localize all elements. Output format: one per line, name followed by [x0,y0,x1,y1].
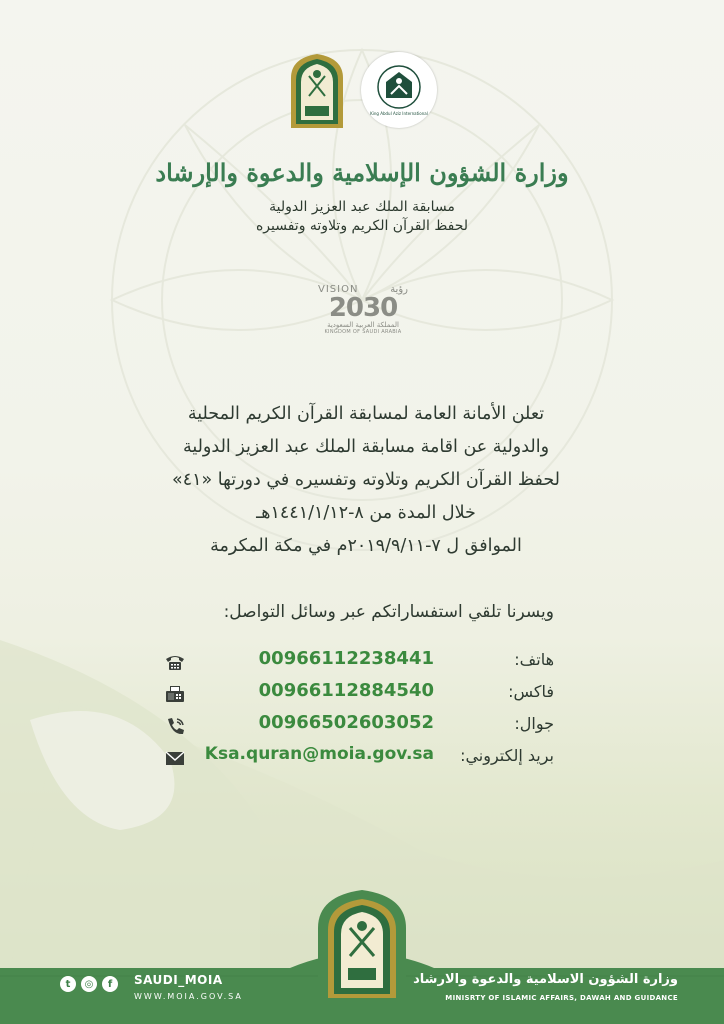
contact-intro: ويسرنا تلقي استفساراتكم عبر وسائل التواصل: [223,602,554,622]
phone-number[interactable]: 00966112238441 [258,648,434,669]
facebook-icon[interactable]: f [102,976,118,992]
vision-kingdom-en: KINGDOM OF SAUDI ARABIA [324,329,402,335]
footer-ministry-en: MINISRTY OF ISLAMIC AFFAIRS, DAWAH AND GUIDANCE [445,994,678,1002]
ministry-calligraphy: وزارة الشؤون الإسلامية والدعوة والإرشاد [155,158,569,187]
announcement-line-5: الموافق ل ٧-٢٠١٩/٩/١١م في مكة المكرمة [210,536,522,556]
moia-logo [287,52,347,130]
contact-label: هاتف: [514,650,554,669]
announcement-line-1: تعلن الأمانة العامة لمسابقة القرآن الكريم المحلية [187,404,545,424]
contact-row-mobile [164,712,554,742]
vision-year: 2030 [328,293,398,323]
footer-moia-emblem [316,888,408,1000]
competition-logo [361,52,437,128]
vision-label-ar: رؤية [390,284,408,295]
competition-logo-caption: King Abdul Aziz International [370,110,428,116]
instagram-icon[interactable]: ◎ [81,976,97,992]
mobile-number[interactable]: 00966502603052 [258,712,434,733]
contact-label: جوال: [514,714,554,733]
contact-row-phone [164,648,554,678]
announcement-line-3: لحفظ القرآن الكريم وتلاوته وتفسيره في دورتها «٤١» [172,470,560,490]
website-link[interactable]: WWW.MOIA.GOV.SA [134,992,243,1001]
vision-label-en: VISION [318,284,359,295]
competition-name [0,198,724,236]
phone-icon [164,652,186,672]
mail-icon [164,748,186,768]
header-logos [0,52,724,130]
quran-stand-icon [376,64,422,110]
social-handle[interactable]: SAUDI_MOIA [134,973,223,987]
announcement-line-4: خلال المدة من ٨-١٤٤١/١/١٢هـ [256,503,476,523]
vision-2030-logo [318,284,408,344]
email-address[interactable]: Ksa.quran@moia.gov.sa [204,744,434,764]
twitter-icon[interactable]: t [60,976,76,992]
fax-number[interactable]: 00966112884540 [258,680,434,701]
announcement-line-2: والدولية عن اقامة مسابقة الملك عبد العزيز الدولية [182,437,550,457]
contact-row-fax [164,680,554,710]
footer-ministry-ar: وزارة الشؤون الاسلامية والدعوة والارشاد [413,972,678,987]
contact-row-email [164,744,554,774]
competition-line-1: مسابقة الملك عبد العزيز الدولية [269,199,455,215]
vision-kingdom-ar: المملكة العربية السعودية [327,321,399,329]
contact-label: فاكس: [508,682,554,701]
announcement-text [150,398,582,563]
social-icons [60,976,118,992]
fax-icon [164,684,186,704]
contact-label: بريد إلكتروني: [460,746,554,765]
competition-line-2: لحفظ القرآن الكريم وتلاوته وتفسيره [255,218,469,234]
mobile-icon [164,716,186,736]
